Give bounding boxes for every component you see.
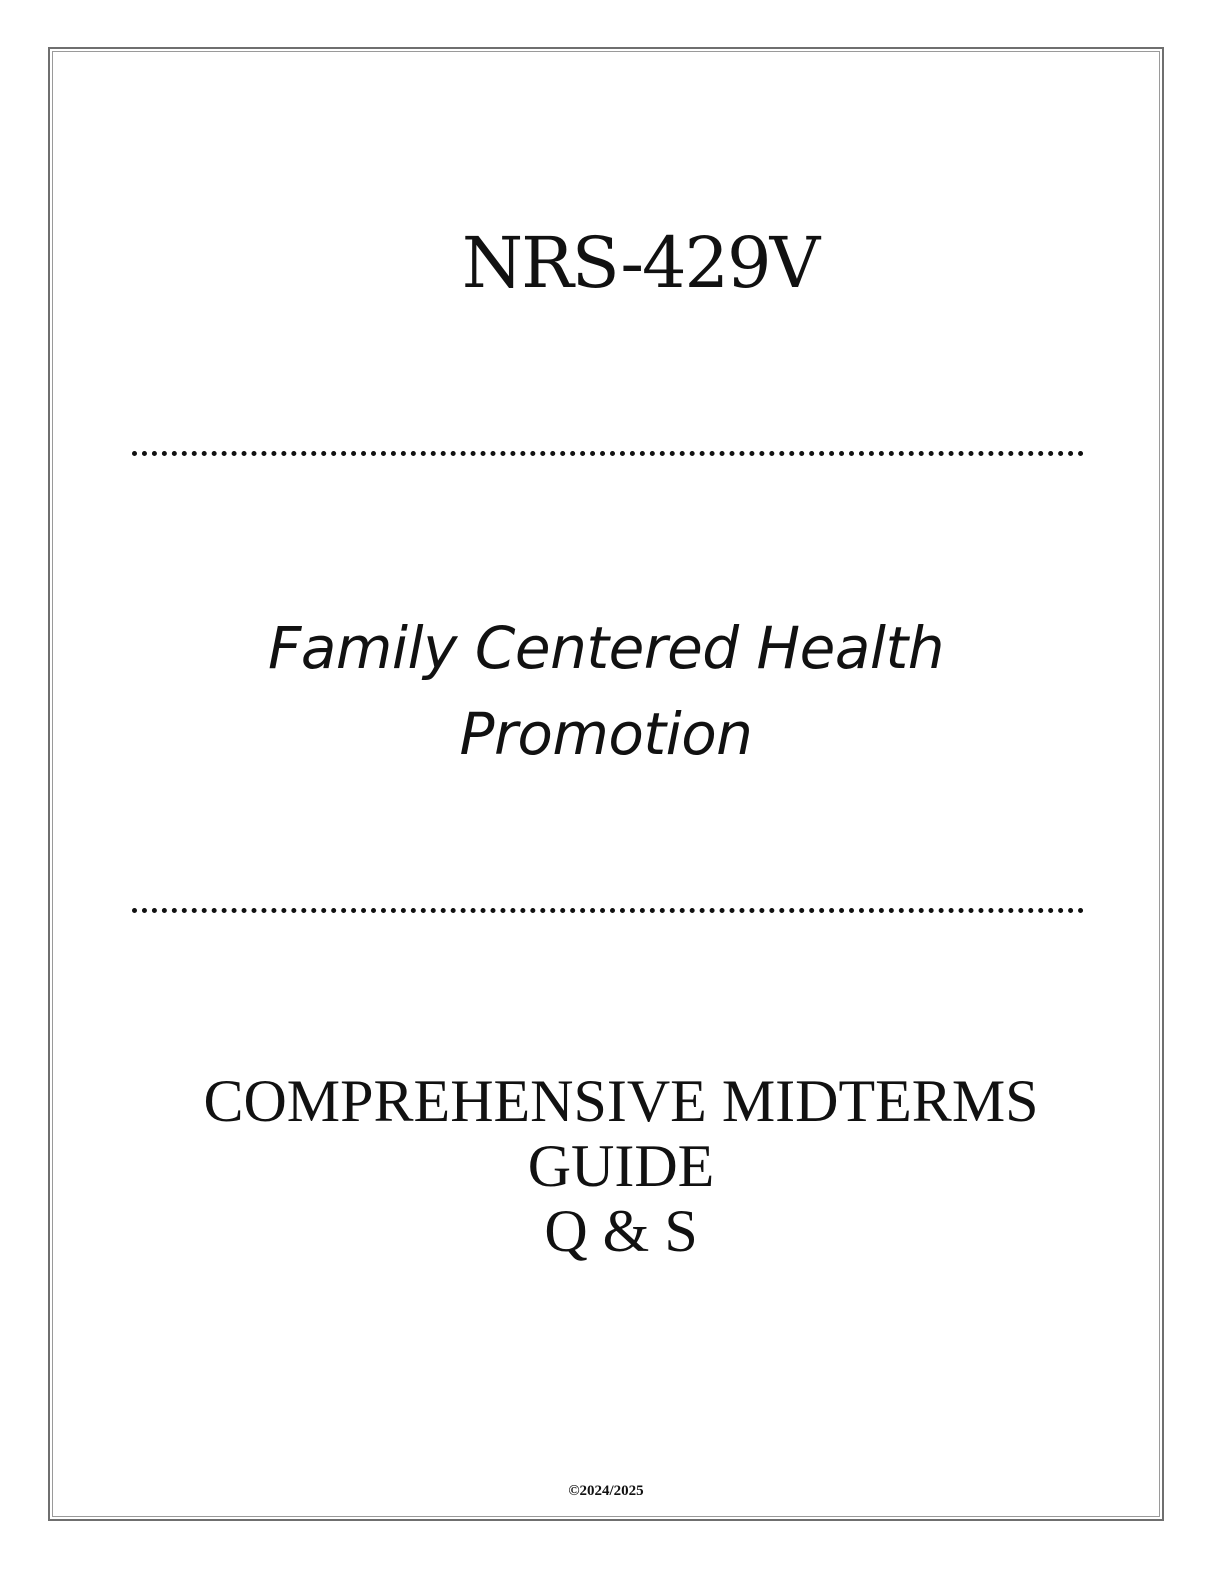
course-title-line-1: Family Centered Health (268, 614, 944, 682)
guide-line-2: GUIDE (527, 1133, 715, 1199)
course-title-line-2: Promotion (459, 700, 753, 768)
dotted-divider-bottom (132, 908, 1084, 913)
guide-title-block (0, 1069, 1224, 1264)
guide-line-3: Q & S (544, 1198, 698, 1264)
course-title (0, 605, 1212, 777)
dotted-divider-top (132, 451, 1084, 456)
guide-line-1: COMPREHENSIVE MIDTERMS (203, 1068, 1039, 1134)
course-code-heading: NRS-429V (461, 222, 819, 304)
copyright-notice: ©2024/2025 (568, 1483, 644, 1499)
